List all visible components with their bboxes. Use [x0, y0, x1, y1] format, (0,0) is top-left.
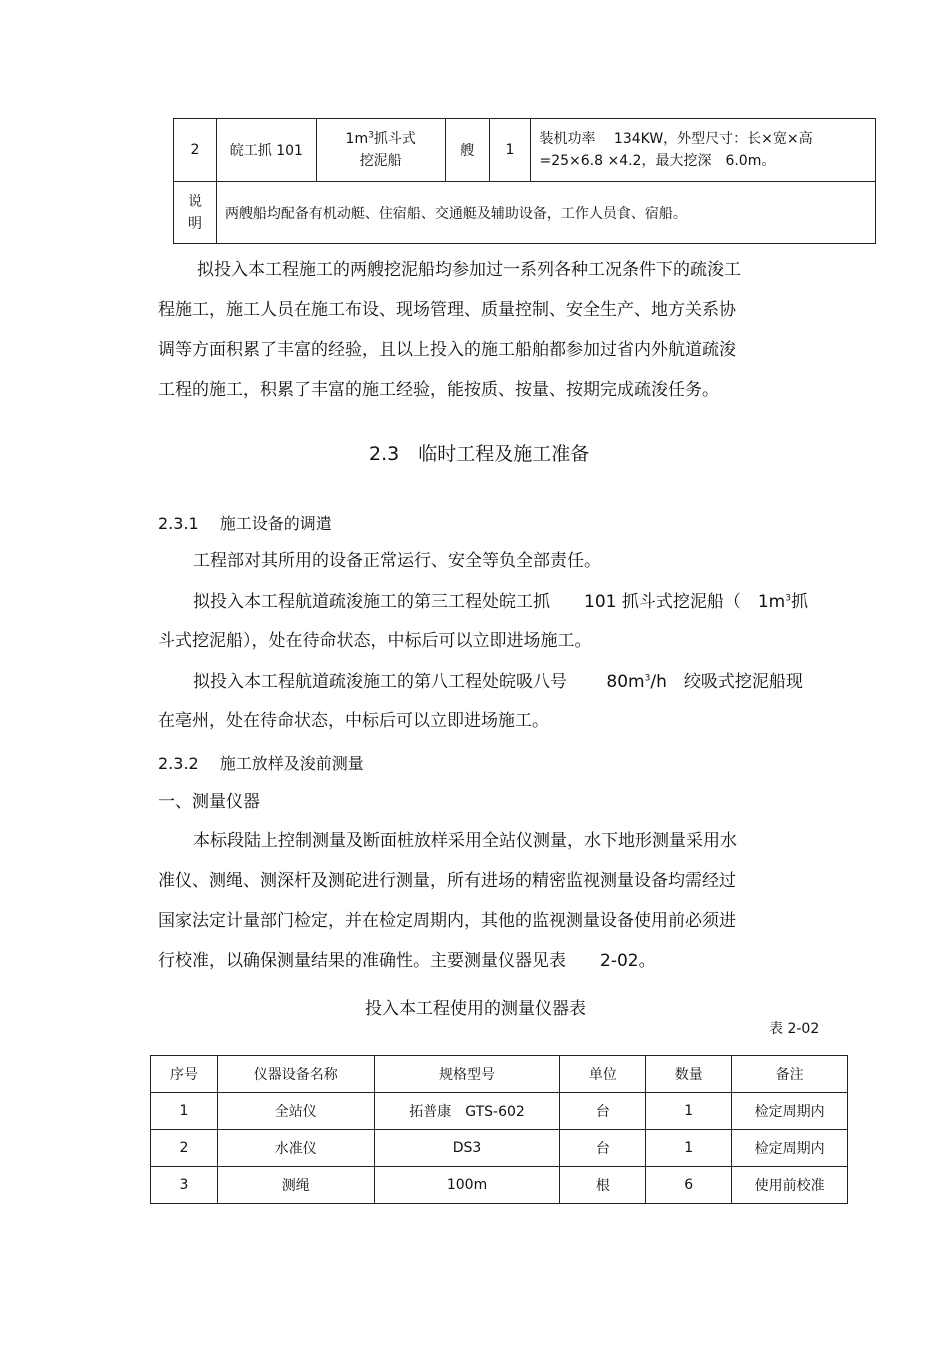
cell-spec — [531, 119, 876, 182]
table-row — [174, 119, 876, 182]
table-row — [174, 182, 876, 244]
intro-line-4: 工程的施工，积累了丰富的施工经验，能按质、按量、按期完成疏浚任务。 — [158, 380, 719, 400]
cell-no: 2 — [174, 119, 217, 182]
p-dredger2-a: 拟投入本工程航道疏浚施工的第八工程处皖吸八号 80m — [193, 672, 645, 692]
table-cell: DS3 — [374, 1130, 560, 1167]
table-cell: 1 — [151, 1093, 218, 1130]
table-cell: 水准仪 — [217, 1130, 374, 1167]
intro-line-3: 调等方面积累了丰富的经验，且以上投入的施工船舶都参加过省内外航道疏浚 — [158, 340, 736, 360]
instrument-table — [150, 1055, 848, 1204]
table-row — [151, 1093, 848, 1130]
type-line1-sup: 3 — [368, 130, 374, 141]
p-dredger1-b: 抓 — [790, 592, 808, 612]
table-cell: 台 — [560, 1093, 646, 1130]
p-responsibility: 工程部对其所用的设备正常运行、安全等负全部责任。 — [193, 551, 601, 571]
spec-line1: 装机功率 134KW，外型尺寸：长×宽×高 — [539, 131, 813, 147]
p-dredger1-a: 拟投入本工程航道疏浚施工的第三工程处皖工抓 101 抓斗式挖泥船（ 1m — [193, 592, 786, 612]
table-cell: 全站仪 — [217, 1093, 374, 1130]
spec-line2: =25×6.8 ×4.2，最大挖深 6.0m。 — [539, 153, 776, 169]
cell-name: 皖工抓 101 — [216, 119, 316, 182]
note-label-2: 明 — [187, 215, 202, 232]
table-header-row — [151, 1056, 848, 1093]
note-text: 两艘船均配备有机动艇、住宿船、交通艇及辅助设备，工作人员食、宿船。 — [216, 182, 875, 244]
type-line2: 挖泥船 — [359, 153, 402, 169]
subsection-2-3-1: 2.3.1 施工设备的调遣 — [158, 514, 332, 533]
intro-line-2: 程施工，施工人员在施工布设、现场管理、质量控制、安全生产、地方关系协 — [158, 300, 736, 320]
table-row — [151, 1130, 848, 1167]
note-label — [174, 182, 217, 244]
header-cell: 规格型号 — [374, 1056, 560, 1093]
table-cell: 6 — [646, 1167, 732, 1204]
table-cell: 检定周期内 — [732, 1130, 848, 1167]
p-dredger2-sup: 3 — [644, 673, 651, 684]
instruments-line-1: 本标段陆上控制测量及断面桩放样采用全站仪测量，水下地形测量采用水 — [193, 831, 737, 851]
p-dredger2-line1 — [193, 671, 803, 693]
type-line1-pre: 1m — [345, 131, 369, 147]
subsection-2-3-2: 2.3.2 施工放样及浚前测量 — [158, 754, 364, 773]
section-title: 2.3 临时工程及施工准备 — [369, 443, 590, 465]
note-label-1: 说 — [187, 193, 202, 210]
table-caption: 投入本工程使用的测量仪器表 — [365, 999, 586, 1019]
header-cell: 备注 — [732, 1056, 848, 1093]
table-number: 表 2-02 — [769, 1021, 820, 1037]
table-cell: 1 — [646, 1093, 732, 1130]
cell-qty: 1 — [489, 119, 531, 182]
intro-line-1: 拟投入本工程施工的两艘挖泥船均参加过一系列各种工况条件下的疏浚工 — [197, 260, 741, 280]
p-dredger1-line2: 斗式挖泥船），处在待命状态，中标后可以立即进场施工。 — [158, 631, 592, 651]
header-cell: 序号 — [151, 1056, 218, 1093]
p-dredger2-line2: 在亳州，处在待命状态，中标后可以立即进场施工。 — [158, 711, 549, 731]
table-cell: 100m — [374, 1167, 560, 1204]
cell-type — [316, 119, 445, 182]
heading-instruments: 一、测量仪器 — [158, 792, 260, 812]
table-cell: 台 — [560, 1130, 646, 1167]
table-cell: 检定周期内 — [732, 1093, 848, 1130]
header-cell: 数量 — [646, 1056, 732, 1093]
table-cell: 3 — [151, 1167, 218, 1204]
instruments-line-2: 准仪、测绳、测深杆及测砣进行测量，所有进场的精密监视测量设备均需经过 — [158, 871, 736, 891]
equipment-table — [173, 118, 876, 244]
header-cell: 单位 — [560, 1056, 646, 1093]
table-cell: 2 — [151, 1130, 218, 1167]
table-cell: 使用前校准 — [732, 1167, 848, 1204]
instruments-line-4: 行校准，以确保测量结果的准确性。主要测量仪器见表 2-02。 — [158, 951, 656, 971]
table-cell: 拓普康 GTS-602 — [374, 1093, 560, 1130]
table-cell: 1 — [646, 1130, 732, 1167]
table-cell: 根 — [560, 1167, 646, 1204]
header-cell: 仪器设备名称 — [217, 1056, 374, 1093]
instruments-line-3: 国家法定计量部门检定，并在检定周期内，其他的监视测量设备使用前必须进 — [158, 911, 736, 931]
table-cell: 测绳 — [217, 1167, 374, 1204]
type-line1-post: 抓斗式 — [373, 131, 416, 147]
p-dredger1-line1 — [193, 591, 808, 613]
cell-unit: 艘 — [445, 119, 489, 182]
table-row — [151, 1167, 848, 1204]
p-dredger2-b: /h 绞吸式挖泥船现 — [650, 672, 803, 692]
p-dredger1-sup: 3 — [785, 593, 791, 604]
